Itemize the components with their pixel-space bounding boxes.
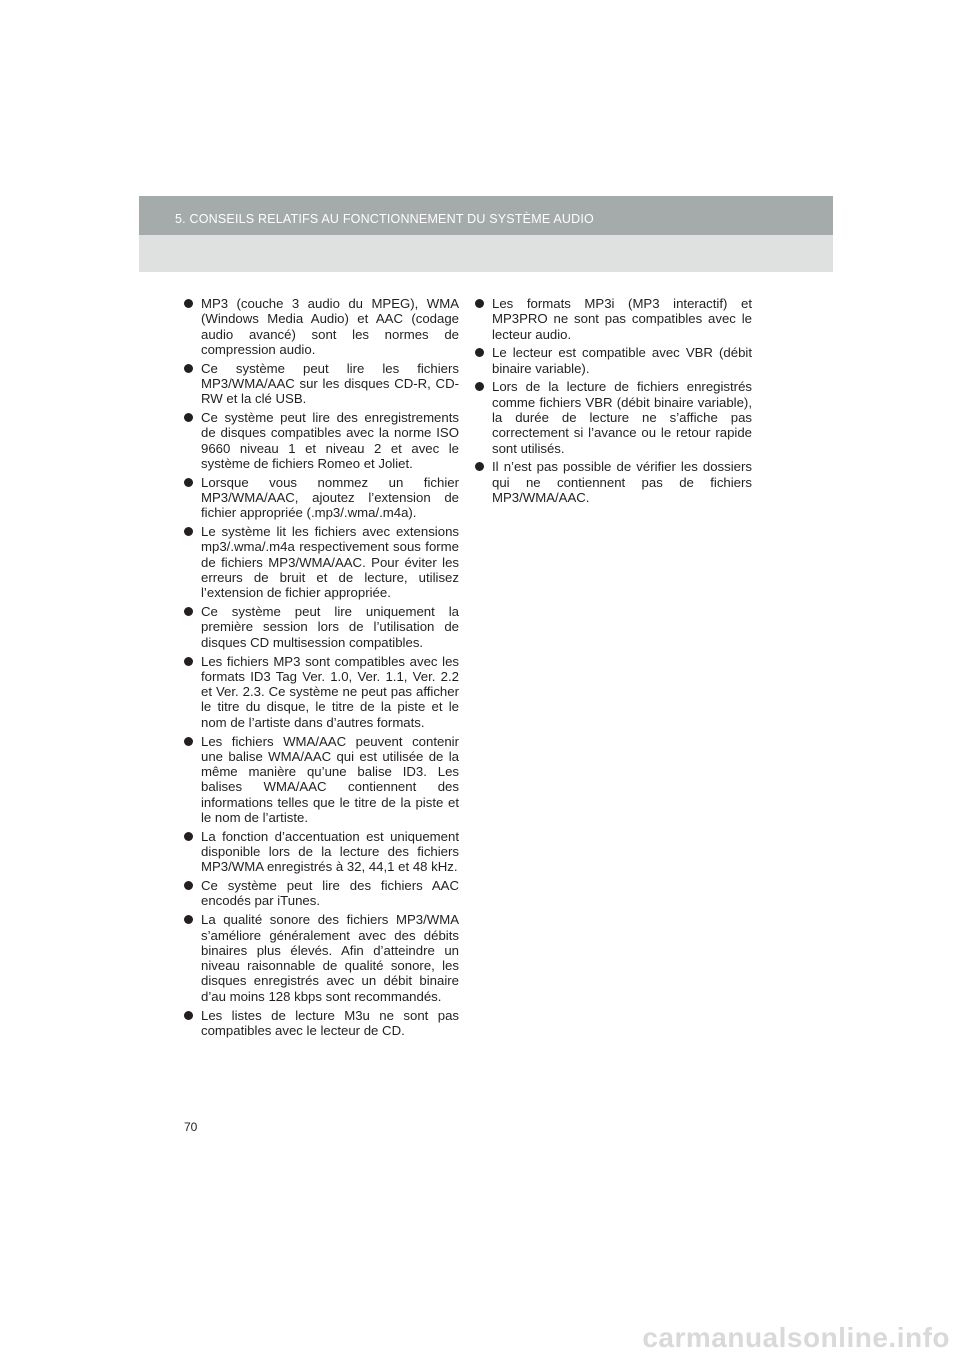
- bullet-icon: [184, 832, 193, 841]
- bullet-icon: [184, 881, 193, 890]
- list-item: [184, 878, 459, 909]
- list-item: [184, 604, 459, 650]
- list-item-text: Ce système peut lire des fichiers AAC encodés par iTunes.: [201, 878, 459, 909]
- bullet-icon: [184, 364, 193, 373]
- list-item: [184, 654, 459, 730]
- right-column: [475, 296, 752, 509]
- bullet-icon: [184, 527, 193, 536]
- bullet-icon: [184, 299, 193, 308]
- list-item: [184, 734, 459, 826]
- page-number: 70: [184, 1120, 198, 1134]
- list-item: [475, 296, 752, 342]
- list-item-text: Le lecteur est compatible avec VBR (débit binaire variable).: [492, 345, 752, 376]
- bullet-icon: [184, 1011, 193, 1020]
- list-item: [184, 912, 459, 1004]
- list-item: [475, 345, 752, 376]
- bullet-icon: [184, 737, 193, 746]
- list-item: [184, 475, 459, 521]
- list-item-text: Les fichiers MP3 sont compatibles avec les formats ID3 Tag Ver. 1.0, Ver. 1.1, Ver. 2.2 et Ver. 2.3. Ce système ne peut pas afficher le titre du disque, le titre de la piste et le nom de l’artiste dans d’autres formats.: [201, 653, 459, 730]
- list-item-text: Les listes de lecture M3u ne sont pas compatibles avec le lecteur de CD.: [201, 1007, 459, 1038]
- list-item-text: Il n’est pas possible de vérifier les dossiers qui ne contiennent pas de fichiers MP3/WMA/AAC.: [492, 459, 752, 506]
- bullet-icon: [475, 462, 484, 471]
- list-item: [184, 410, 459, 471]
- list-item-text: Les formats MP3i (MP3 interactif) et MP3PRO ne sont pas compatibles avec le lecteur audio.: [492, 296, 752, 342]
- list-item-text: La qualité sonore des fichiers MP3/WMA s’améliore généralement avec des débits binaires plus élevés. Afin d’atteindre un niveau raisonnable de qualité sonore, les disques enregistrés avec un débit binaire d’au moins 128 kbps sont recommandés.: [201, 912, 459, 1004]
- list-item-text: Le système lit les fichiers avec extensions mp3/.wma/.m4a respectivement sous forme de fichiers MP3/WMA/AAC. Pour éviter les erreurs de bruit et de lecture, utilisez l’extension de fichier appropriée.: [201, 524, 459, 601]
- section-header-bar: [139, 196, 833, 235]
- list-item-text: Ce système peut lire des enregistrements de disques compatibles avec la norme ISO 9660 niveau 1 et niveau 2 et avec le système de fichiers Romeo et Joliet.: [201, 410, 459, 471]
- bullet-icon: [184, 607, 193, 616]
- list-item-text: Ce système peut lire uniquement la première session lors de l’utilisation de disques CD multisession compatibles.: [201, 604, 459, 650]
- list-item: [475, 459, 752, 505]
- list-item-text: MP3 (couche 3 audio du MPEG), WMA (Windows Media Audio) et AAC (codage audio avancé) sont les normes de compression audio.: [201, 296, 459, 357]
- bullet-icon: [475, 348, 484, 357]
- list-item-text: Ce système peut lire les fichiers MP3/WMA/AAC sur les disques CD-R, CD-RW et la clé USB.: [201, 360, 459, 407]
- list-item: [184, 361, 459, 407]
- left-column: [184, 296, 459, 1042]
- bullet-icon: [184, 478, 193, 487]
- bullet-icon: [475, 382, 484, 391]
- bullet-icon: [184, 413, 193, 422]
- list-item-text: La fonction d’accentuation est uniquement disponible lors de la lecture des fichiers MP3/WMA enregistrés à 32, 44,1 et 48 kHz.: [201, 828, 459, 875]
- bullet-icon: [475, 299, 484, 308]
- section-title: 5. CONSEILS RELATIFS AU FONCTIONNEMENT DU SYSTÈME AUDIO: [175, 212, 594, 226]
- bullet-icon: [184, 657, 193, 666]
- list-item: [184, 296, 459, 357]
- list-item: [184, 524, 459, 600]
- list-item: [475, 379, 752, 455]
- list-item-text: Lorsque vous nommez un fichier MP3/WMA/AAC, ajoutez l’extension de fichier appropriée (.mp3/.wma/.m4a).: [201, 474, 459, 521]
- list-item: [184, 1008, 459, 1039]
- watermark[interactable]: carmanualsonline.info: [642, 1322, 950, 1353]
- list-item-text: Lors de la lecture de fichiers enregistrés comme fichiers VBR (débit binaire variable), la durée de lecture ne s’affiche pas correctement si l’avance ou le retour rapide sont utilisés.: [492, 379, 752, 456]
- list-item: [184, 829, 459, 875]
- list-item-text: Les fichiers WMA/AAC peuvent contenir une balise WMA/AAC qui est utilisée de la même manière qu’une balise ID3. Les balises WMA/AAC contiennent des informations telles que le titre de la piste et le nom de l’artiste.: [201, 733, 459, 825]
- section-header: [139, 196, 833, 272]
- bullet-icon: [184, 915, 193, 924]
